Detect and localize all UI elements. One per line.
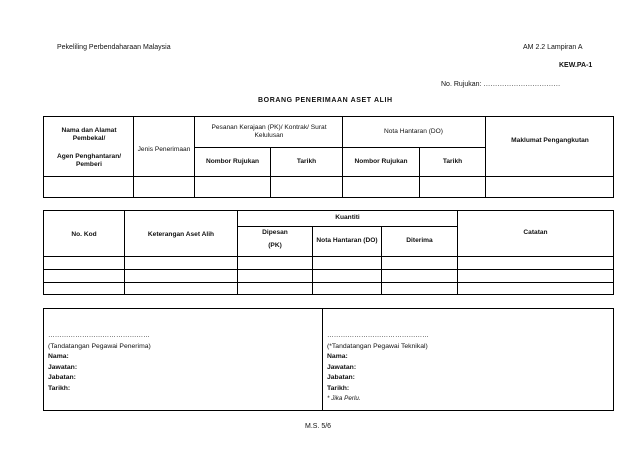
technical-officer-signature (327, 331, 429, 405)
signature-caption: (Tandatangan Pegawai Penerima) (48, 342, 151, 350)
form-title: BORANG PENERIMAAN ASET ALIH (258, 97, 393, 104)
form-code: KEW.PA-1 (559, 62, 593, 69)
delivery-note-header: Nota Hantaran (DO) (384, 127, 443, 135)
government-order-header: Pesanan Kerajaan (PK)/ Kontrak/ Surat Kelulusan (211, 123, 327, 139)
position-label: Jawatan: (327, 363, 357, 371)
receiving-officer-signature (48, 331, 151, 394)
page-number: M.S. 5/6 (305, 423, 332, 430)
transport-info-header: Maklumat Pengangkutan (511, 136, 589, 144)
delivery-agent-header: Agen Penghantaran/ Pemberi (56, 152, 122, 168)
asset-description-header: Keterangan Aset Alih (147, 230, 215, 238)
delivery-ref-no-header: Nombor Rujukan (354, 157, 408, 165)
order-date-header: Tarikh (296, 157, 317, 165)
date-label: Tarikh: (48, 384, 71, 392)
department-label: Jabatan: (48, 374, 76, 381)
name-label: Nama: (327, 353, 348, 360)
supplier-name-header: Nama dan Alamat Pembekal/ (61, 126, 117, 142)
signature-line: ……………………………………… (48, 332, 150, 339)
appendix-label: AM 2.2 Lampiran A (523, 44, 583, 51)
position-label: Jawatan: (48, 363, 78, 371)
receipt-type-header: Jenis Penerimaan (137, 145, 191, 153)
reference-number: No. Rujukan: …………………………… (441, 81, 561, 88)
quantity-header: Kuantiti (335, 213, 360, 221)
remarks-header: Catatan (523, 228, 548, 236)
date-label: Tarikh: (327, 384, 350, 392)
if-needed-note: * Jika Perlu. (327, 395, 361, 402)
ordered-pk-label: (PK) (268, 241, 282, 249)
order-ref-no-header: Nombor Rujukan (205, 157, 260, 165)
delivery-quantity-header: Nota Hantaran (DO) (316, 236, 378, 244)
circular-label: Pekeliling Perbendaharaan Malaysia (57, 44, 171, 51)
name-label: Nama: (48, 353, 69, 360)
department-label: Jabatan: (327, 374, 355, 381)
ordered-header: Dipesan (262, 228, 288, 236)
received-header: Diterima (406, 236, 433, 244)
signature-line: ……………………………………… (327, 332, 429, 339)
signature-caption: (*Tandatangan Pegawai Teknikal) (327, 342, 428, 350)
delivery-date-header: Tarikh (442, 157, 463, 165)
code-no-header: No. Kod (71, 230, 97, 238)
